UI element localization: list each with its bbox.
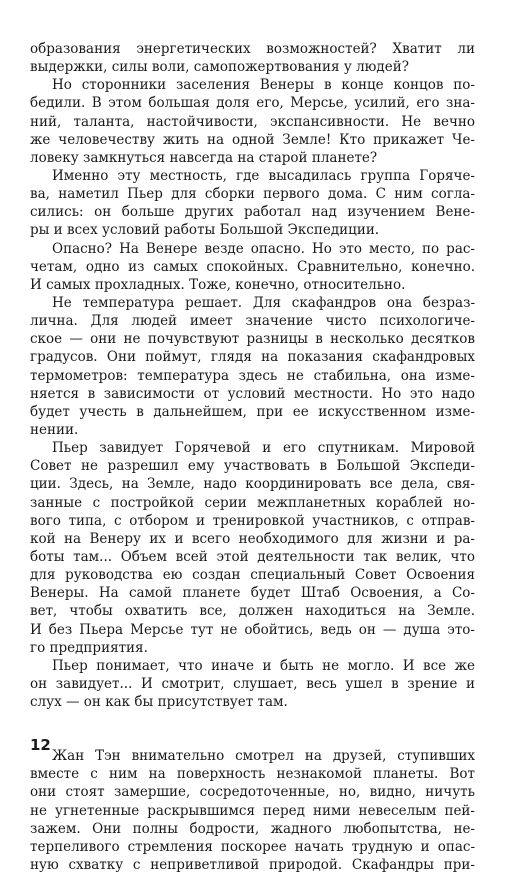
paragraph (30, 747, 475, 874)
text-line: градусов. Они поймут, глядя на показания скафандровых (30, 349, 475, 366)
text-line: лична. Для людей имеет значение чисто психологиче- (30, 313, 475, 330)
text-line: няется в зависимости от условий местности. Но это надо (30, 385, 475, 402)
text-line: ную схватку с неприветливой природой. Скафандры при- (30, 857, 475, 874)
text-line: ции. Здесь, на Земле, надо координировать все дела, свя- (30, 476, 475, 493)
text-line: ва, наметил Пьер для сборки первого дома. С ним согла- (30, 186, 475, 203)
text-line: го предприятия. (30, 639, 148, 656)
text-line: же человечеству жить на одной Земле! Кто прикажет Че- (30, 131, 475, 148)
text-line: слух — он как бы присутствует там. (30, 694, 288, 711)
text-line: сились: он больше других работал над изучением Вене- (30, 204, 475, 221)
text-line: И самых прохладных. Тоже, конечно, относительно. (30, 276, 406, 293)
text-line: не угнетенные раскрывшимся перед ними невеселым пей- (30, 802, 475, 819)
paragraph (30, 76, 475, 167)
text-line: занные с постройкой серии межпланетных кораблей но- (30, 494, 475, 511)
text-line: терпеливого стремления поскорее начать трудную и опас- (30, 838, 475, 855)
text-line: Но сторонники заселения Венеры в конце концов по- (52, 77, 475, 94)
text-line: ловеку замкнуться навсегда на старой планете? (30, 149, 378, 166)
text-line: Именно эту местность, где высадилась группа Горяче- (52, 167, 475, 184)
paragraph (30, 167, 475, 240)
text-line: образования энергетических возможностей? Хватит ли (30, 41, 475, 57)
paragraph (30, 439, 475, 657)
text-line: вместе с ним на поверхность незнакомой планеты. Вот (30, 766, 475, 783)
text-line: выдержки, силы воли, самопожертвования у людей? (30, 59, 409, 76)
text-line: он завидует... И смотрит, слушает, весь ушел в зрение и (30, 675, 475, 692)
text-line: боты там... Объем всей этой деятельности так велик, что (30, 548, 475, 565)
text-line: нении. (30, 421, 79, 438)
text-line: вет, чтобы охватить все, должен находиться на Земле. (30, 603, 475, 620)
paragraph (30, 240, 475, 294)
text-section-2 (30, 747, 475, 874)
book-page (30, 40, 475, 874)
text-line: они стоят замершие, сосредоточенные, но, видно, ничуть (30, 784, 475, 801)
text-line: термометров: температура здесь не стабильна, она изме- (30, 367, 475, 384)
text-line: Опасно? На Венере везде опасно. Но это место, по рас- (52, 240, 475, 257)
text-line: Пьер понимает, что иначе и быть не могло. И все же (52, 657, 475, 674)
paragraph (30, 657, 475, 711)
text-line: будет учесть в дальнейшем, при ее искусственном изме- (30, 403, 475, 420)
text-line: зажем. Они полны бодрости, жадного любопытства, не- (30, 820, 475, 837)
paragraph (30, 294, 475, 439)
text-line: четам, одно из самых спокойных. Сравнительно, конечно. (30, 258, 475, 275)
text-line: Пьер завидует Горячевой и его спутникам. Мировой (52, 440, 475, 457)
text-line: бедили. В этом большая доля его, Мерсье, усилий, его зна- (30, 95, 475, 112)
text-section-1 (30, 40, 475, 711)
paragraph (30, 40, 475, 76)
page-number: 12 (30, 736, 51, 754)
text-line: ний, таланта, настойчивости, экспансивности. Не вечно (30, 113, 475, 130)
text-line: для руководства ею создан специальный Совет Освоения (30, 567, 475, 584)
text-line: И без Пьера Мерсье тут не обойтись, ведь он — душа это- (30, 621, 475, 638)
text-line: вого типа, с отбором и тренировкой участников, с отправ- (30, 512, 475, 529)
section-break (30, 711, 475, 747)
text-line: ское — они не почувствуют разницы в несколько десятков (30, 331, 475, 348)
text-line: Жан Тэн внимательно смотрел на друзей, ступивших (52, 748, 475, 765)
text-line: Совет не разрешил ему участвовать в Большой Экспеди- (30, 458, 475, 475)
text-line: ры и всех условий работы Большой Экспедиции. (30, 222, 380, 239)
text-line: Не температура решает. Для скафандров она безраз- (52, 294, 475, 311)
text-line: Венеры. На самой планете будет Штаб Освоения, а Со- (30, 585, 475, 602)
text-line: кой на Венеру их и всего необходимого для жизни и ра- (30, 530, 475, 547)
